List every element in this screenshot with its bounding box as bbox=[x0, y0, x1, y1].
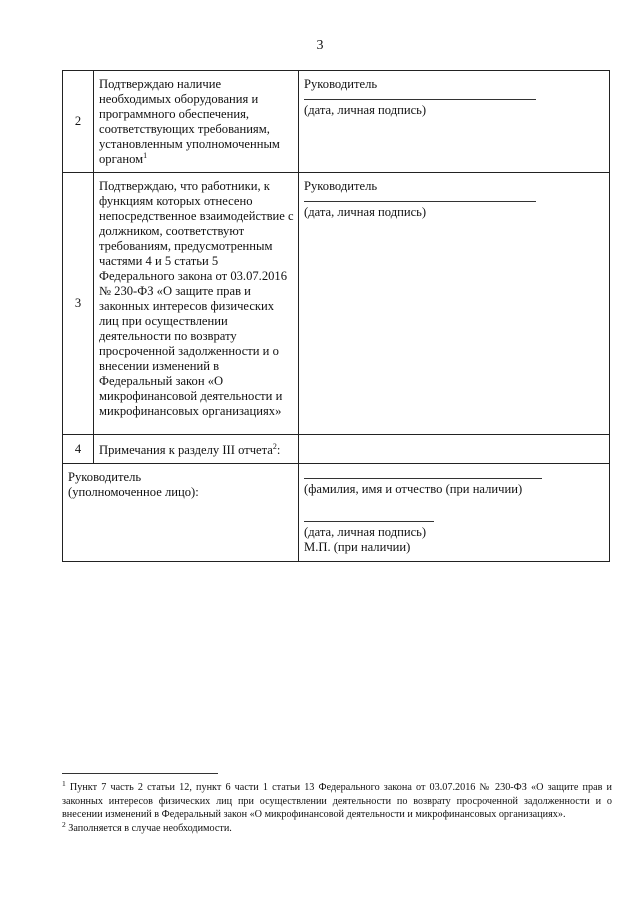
footnote-text: Заполняется в случае необходимости. bbox=[68, 822, 232, 834]
table-row bbox=[63, 71, 610, 173]
row-text-suffix: : bbox=[276, 442, 281, 457]
signatory-label: Руководитель bbox=[68, 470, 142, 484]
seal-caption: М.П. (при наличии) bbox=[304, 540, 411, 554]
date-signature-caption: (дата, личная подпись) bbox=[304, 525, 427, 539]
footnote bbox=[62, 781, 612, 822]
table-row bbox=[63, 464, 610, 562]
page-number: 3 bbox=[316, 38, 324, 53]
report-form-table bbox=[62, 70, 610, 562]
signature-caption: (дата, личная подпись) bbox=[304, 103, 427, 117]
signature-line bbox=[304, 92, 536, 100]
name-line bbox=[304, 464, 542, 479]
date-signature-line bbox=[304, 497, 434, 522]
row-number: 4 bbox=[63, 435, 94, 464]
footnotes bbox=[62, 781, 612, 835]
footnote-ref: 2 bbox=[272, 441, 277, 451]
row-text-body: Подтверждаю наличие необходимых оборудования и программного обеспечения, соответствующих требованиям, установленным уполномоченным органом bbox=[99, 77, 280, 166]
signature-cell bbox=[299, 173, 610, 435]
footnote-number: 1 bbox=[62, 779, 66, 788]
row-text bbox=[94, 435, 299, 464]
signer-title: Руководитель bbox=[304, 77, 378, 91]
footnote bbox=[62, 819, 612, 836]
signatory-sign-cell bbox=[299, 464, 610, 562]
footnote-ref: 1 bbox=[143, 151, 148, 160]
row-text bbox=[94, 173, 299, 435]
table-row bbox=[63, 173, 610, 435]
name-caption: (фамилия, имя и отчество (при наличии) bbox=[304, 482, 523, 496]
notes-cell bbox=[299, 435, 610, 464]
signer-title: Руководитель bbox=[304, 179, 378, 193]
signature-cell bbox=[299, 71, 610, 173]
row-number: 2 bbox=[63, 71, 94, 173]
signature-line bbox=[304, 194, 536, 202]
footnote-number: 2 bbox=[62, 819, 66, 829]
row-text bbox=[94, 71, 299, 173]
table-row bbox=[63, 435, 610, 464]
footnote-text: Пункт 7 часть 2 статьи 12, пункт 6 части 1 статьи 13 Федерального закона от 03.07.2016 № 230-ФЗ «О защите прав и законных интересов физических лиц при осуществлении деятельности по возврату просроченной задолженности и о внесении изменений в Федеральный закон «О микрофинансовой деятельности и микрофинансовых организациях». bbox=[62, 782, 613, 820]
signature-caption: (дата, личная подпись) bbox=[304, 205, 427, 219]
signatory-label-sub: (уполномоченное лицо): bbox=[68, 485, 199, 499]
signatory-label-cell bbox=[63, 464, 299, 562]
row-text-body: Примечания к разделу III отчета bbox=[99, 442, 273, 457]
footnote-divider bbox=[62, 773, 218, 774]
row-text-body: Подтверждаю, что работники, к функциям которых отнесено непосредственное взаимодействие с должником, соответствуют требованиям, предусмотренным частями 4 и 5 статьи 5 Федерального закона от 03.07.2016 № 230-ФЗ «О защите прав и законных интересов физических лиц при осуществлении деятельности по возврату просроченной задолженности и о внесении изменений в Федеральный закон «О микрофинансовой деятельности и микрофинансовых организациях» bbox=[99, 179, 294, 418]
row-number: 3 bbox=[63, 173, 94, 435]
